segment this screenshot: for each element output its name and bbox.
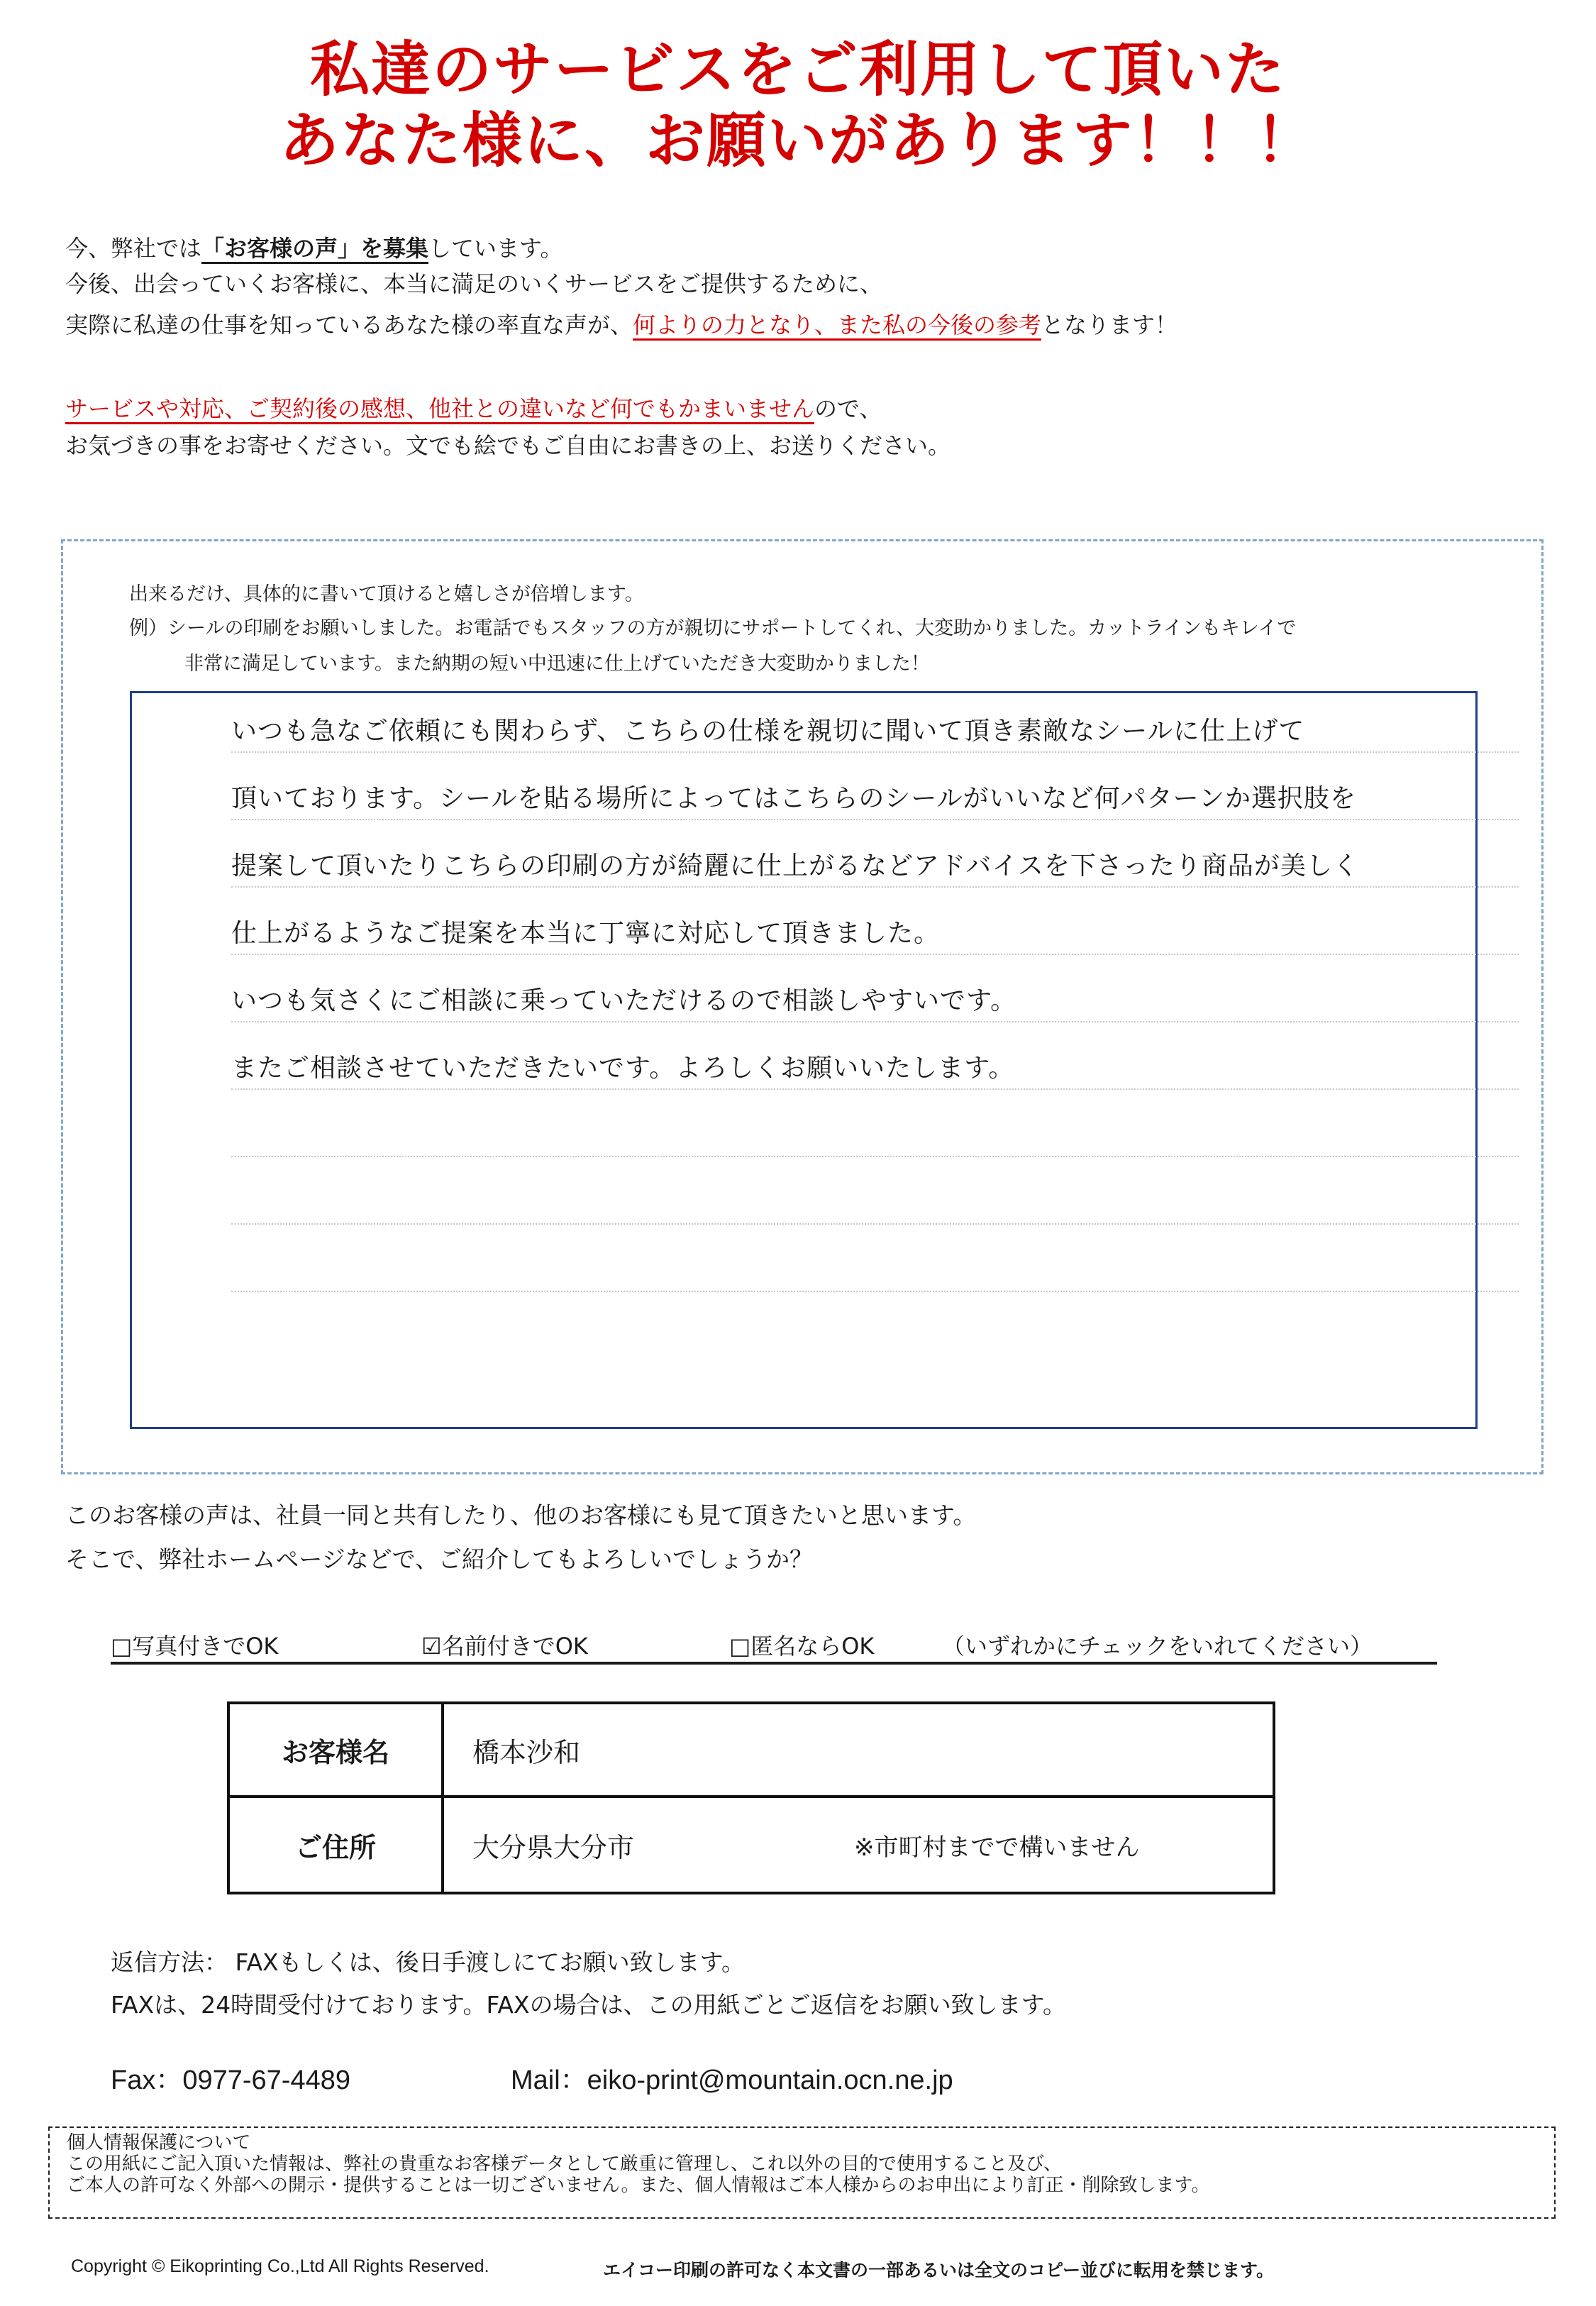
intro-highlight: 「お客様の声」を募集 (201, 235, 429, 262)
intro-line-3 (65, 311, 1177, 339)
intro-text: となります！ (1041, 311, 1178, 338)
answer-line (231, 919, 1519, 955)
privacy-line-2: ご本人の許可なく外部への開示・提供することは一切ございません。また、個人情報はご本人様からのお申出により訂正・削除致します。 (67, 2175, 1210, 2196)
intro-red-highlight: 何よりの力となり、また私の今後の参考 (633, 311, 1042, 338)
title-line-1: 私達のサービスをご利用して頂いた (309, 35, 1286, 104)
intro-line-4 (65, 395, 882, 423)
answer-line (231, 1125, 1519, 1157)
customer-address-field[interactable]: 大分県大分市 (472, 1831, 635, 1863)
customer-voice-answer-box[interactable] (130, 691, 1478, 1429)
reply-method-line-2: FAXは、24時間受付けております。FAXの場合は、この用紙ごとご返信をお願い致します。 (111, 1991, 1066, 2019)
fax-number: Fax：0977-67-4489 (111, 2065, 350, 2095)
email-address[interactable]: Mail：eiko-print@mountain.ocn.ne.jp (511, 2065, 953, 2095)
answer-line (231, 784, 1519, 820)
publication-options (111, 1631, 1437, 1665)
intro-line-2: 今後、出会っていくお客様に、本当に満足のいくサービスをご提供するために、 (65, 270, 883, 297)
answer-text: 提案して頂いたりこちらの印刷の方が綺麗に仕上がるなどアドバイスを下さったり商品が美しく (231, 851, 1359, 881)
privacy-notice (48, 2126, 1556, 2219)
instruction-example-line-2: 非常に満足しています。また納期の短い中迅速に仕上げていただき大変助かりました！ (184, 653, 930, 675)
checkbox-photo-ok[interactable]: □写真付きでOK (111, 1633, 279, 1660)
customer-name-label: お客様名 (230, 1704, 444, 1798)
instruction-example-line-1: 例）シールの印刷をお願いしました。お電話でもスタッフの方が親切にサポートしてくれ、大変助かりました。カットラインもキレイで (129, 617, 1297, 639)
answer-text: 仕上がるようなご提案を本当に丁寧に対応して頂きました。 (231, 919, 941, 948)
intro-line-1 (65, 234, 563, 263)
customer-name-field[interactable]: 橋本沙和 (444, 1704, 1273, 1798)
permission-line-2: そこで、弊社ホームページなどで、ご紹介してもよろしいでしょうか？ (65, 1545, 814, 1573)
answer-text: 頂いております。シールを貼る場所によってはこちらのシールがいいなど何パターンか選択肢を (231, 784, 1356, 813)
answer-text: いつも急なご依頼にも関わらず、こちらの仕様を親切に聞いて頂き素敵なシールに仕上げて (231, 717, 1305, 746)
answer-line (231, 1192, 1519, 1225)
reply-method-line-1: 返信方法： FAXもしくは、後日手渡しにてお願い致します。 (111, 1948, 745, 1976)
check-mark-icon: ☑ (421, 1633, 442, 1660)
address-note: ※市町村までで構いません (854, 1833, 1140, 1862)
answer-line (231, 717, 1519, 753)
customer-address-label: ご住所 (230, 1798, 444, 1892)
answer-text: またご相談させていただきたいです。よろしくお願いいたします。 (231, 1054, 1015, 1083)
privacy-heading: 個人情報保護について (67, 2132, 251, 2153)
checkbox-note: （いずれかにチェックをいれてください） (942, 1633, 1373, 1660)
intro-text: 実際に私達の仕事を知っているあなた様の率直な声が、 (65, 311, 633, 338)
answer-text: いつも気さくにご相談に乗っていただけるので相談しやすいです。 (231, 986, 1017, 1015)
intro-text: 今、弊社では (65, 235, 202, 262)
intro-text: ので、 (814, 395, 882, 422)
answer-line (231, 986, 1519, 1022)
checkbox-label: 名前付きでOK (441, 1633, 588, 1660)
intro-line-5: お気づきの事をお寄せください。文でも絵でもご自由にお書きの上、お送りください。 (65, 432, 951, 459)
copyright: Copyright © Eikoprinting Co.,Ltd All Rights Reserved. (71, 2256, 489, 2276)
title-line-2: あなた様に、お願いがあります！！！ (279, 106, 1317, 175)
intro-text: しています。 (428, 235, 563, 262)
intro-red-highlight: サービスや対応、ご契約後の感想、他社との違いなど何でもかまいません (65, 395, 815, 422)
checkbox-name-ok[interactable] (421, 1631, 588, 1662)
privacy-line-1: この用紙にご記入頂いた情報は、弊社の貴重なお客様データとして厳重に管理し、これ以外の目的で使用すること及び、 (67, 2153, 1062, 2175)
answer-line (231, 1259, 1519, 1292)
answer-line (231, 851, 1519, 888)
checkbox-anonymous-ok[interactable]: □匿名ならOK (729, 1633, 875, 1660)
customer-info-table (227, 1701, 1275, 1894)
instruction-line-1: 出来るだけ、具体的に書いて頂けると嬉しさが倍増します。 (129, 583, 644, 605)
permission-line-1: このお客様の声は、社員一同と共有したり、他のお客様にも見て頂きたいと思います。 (65, 1501, 977, 1529)
copy-prohibition-notice: エイコー印刷の許可なく本文書の一部あるいは全文のコピー並びに転用を禁じます。 (603, 2261, 1275, 2280)
answer-line (231, 1054, 1519, 1090)
